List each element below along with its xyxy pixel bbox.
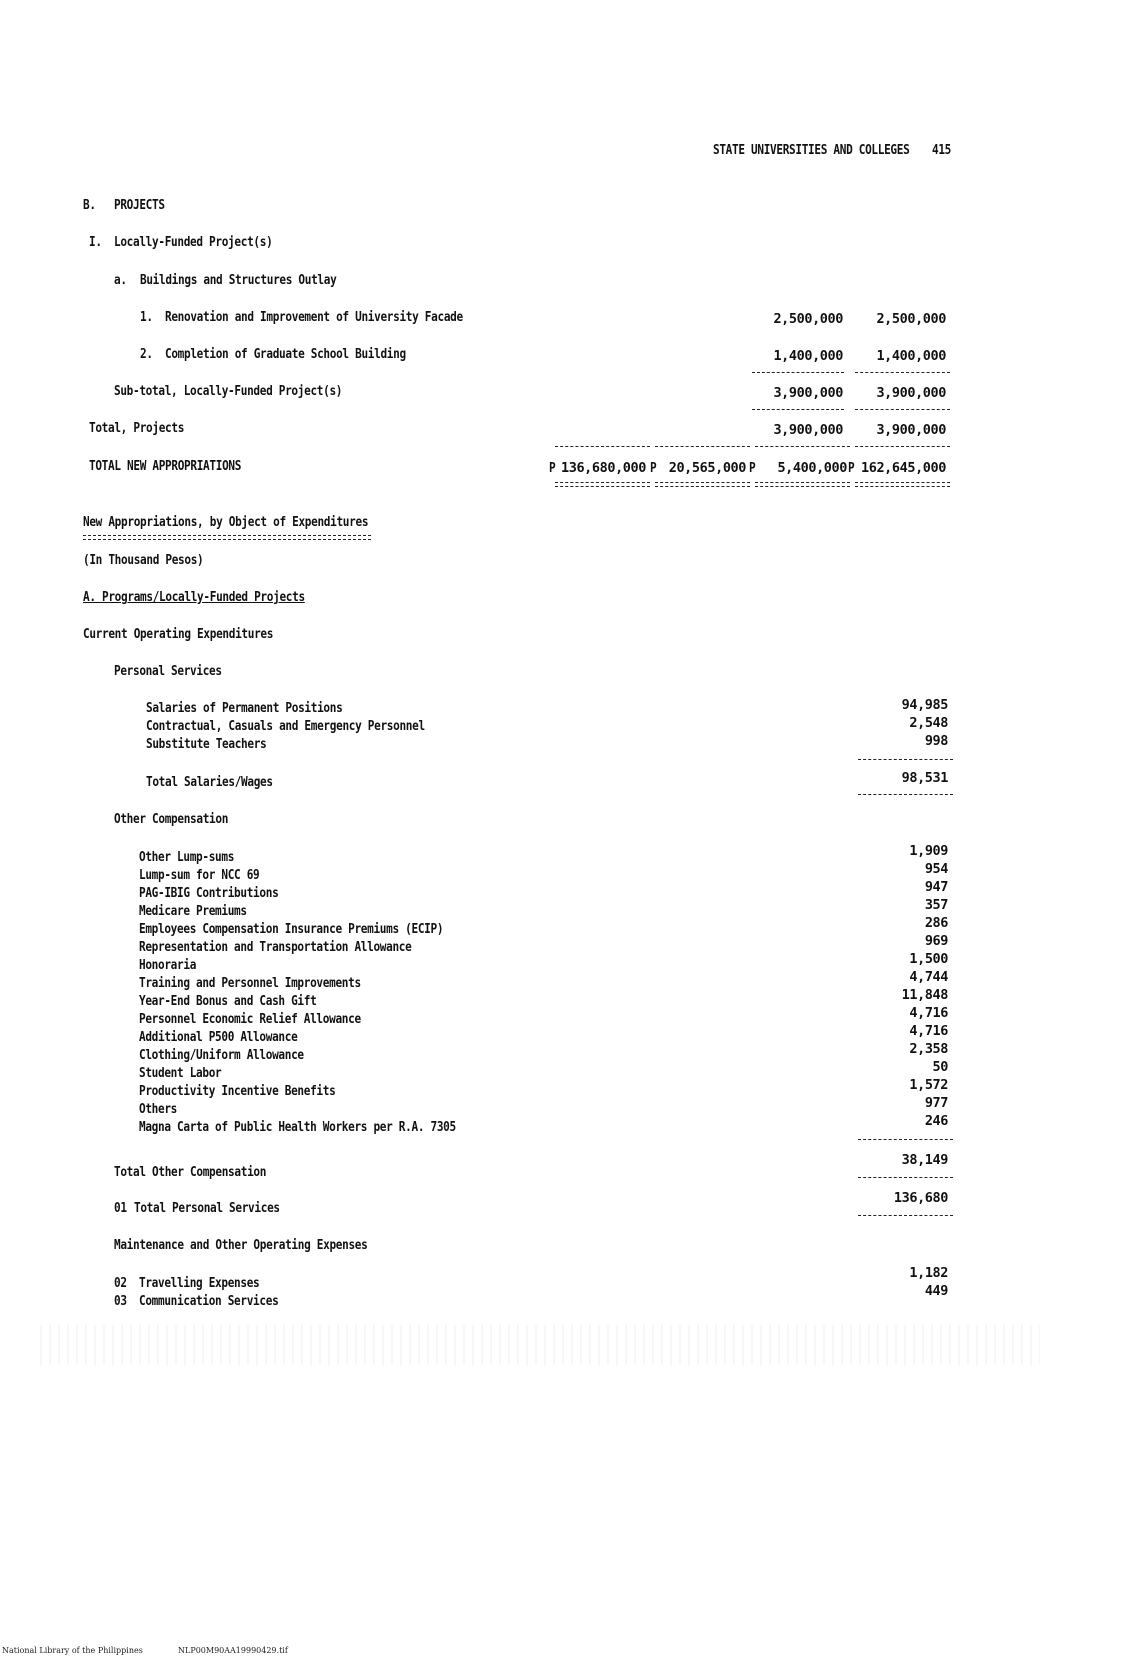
subtotal-col3: 3,900,000 [773, 385, 843, 401]
other-comp-value: 969 [924, 933, 948, 949]
double-rule [83, 535, 371, 540]
other-comp-value: 11,848 [901, 987, 948, 1003]
other-comp-heading: Other Compensation [114, 811, 229, 827]
other-comp-label: Medicare Premiums [139, 903, 247, 919]
divider-rule [858, 1177, 953, 1178]
other-comp-value: 954 [924, 861, 948, 877]
other-comp-value: 4,716 [909, 1005, 948, 1021]
other-comp-label: Employees Compensation Insurance Premiums (ECIP) [139, 921, 444, 937]
project-item-total: 1,400,000 [876, 348, 946, 364]
other-comp-value: 246 [924, 1113, 948, 1129]
divider-rule [655, 446, 750, 447]
category-title: Buildings and Structures Outlay [140, 272, 337, 288]
other-comp-value: 1,909 [909, 843, 948, 859]
double-rule [655, 482, 750, 487]
other-comp-label: Productivity Incentive Benefits [139, 1083, 336, 1099]
category-label: a. [114, 272, 127, 288]
scan-noise [40, 1325, 1040, 1365]
page-number: 415 [932, 142, 952, 158]
double-rule [855, 482, 950, 487]
peso-sign: P [650, 460, 657, 476]
salary-item-label: Substitute Teachers [146, 736, 267, 752]
mooe-item-code: 03 [114, 1293, 127, 1309]
mooe-item-code: 02 [114, 1275, 127, 1291]
library-credit: National Library of the Philippines [2, 1646, 143, 1655]
project-item-number: 1. [140, 309, 153, 325]
other-comp-label: Magna Carta of Public Health Workers per R.A. 7305 [139, 1119, 456, 1135]
mooe-heading: Maintenance and Other Operating Expenses [114, 1237, 368, 1253]
section-title: PROJECTS [114, 197, 165, 213]
divider-rule [858, 1215, 953, 1216]
total-new-appropriations-col2: 20,565,000 [668, 460, 746, 476]
running-title: STATE UNIVERSITIES AND COLLEGES [713, 142, 910, 158]
peso-sign: P [848, 460, 855, 476]
divider-rule [858, 1139, 953, 1140]
total-projects-col3: 3,900,000 [773, 422, 843, 438]
double-rule [755, 482, 850, 487]
unit-note: (In Thousand Pesos) [83, 552, 204, 568]
project-item-label: Renovation and Improvement of University Facade [165, 309, 463, 325]
salary-item-label: Salaries of Permanent Positions [146, 700, 343, 716]
divider-rule [855, 372, 950, 373]
current-heading: Current Operating Expenditures [83, 626, 274, 642]
total-personal-services-label: Total Personal Services [134, 1200, 280, 1216]
project-item-col3: 2,500,000 [773, 311, 843, 327]
mooe-item-label: Communication Services [139, 1293, 279, 1309]
project-item-total: 2,500,000 [876, 311, 946, 327]
total-new-appropriations-col3: 5,400,000 [777, 460, 847, 476]
other-comp-value: 1,500 [909, 951, 948, 967]
other-comp-label: Other Lump-sums [139, 849, 235, 865]
divider-rule [755, 446, 850, 447]
peso-sign: P [749, 460, 756, 476]
program-heading: A. Programs/Locally-Funded Projects [83, 589, 305, 605]
file-id: NLP00M90AA19990429.tif [178, 1646, 288, 1655]
other-comp-label: Others [139, 1101, 178, 1117]
salary-item-value: 2,548 [909, 715, 948, 731]
other-comp-value: 1,572 [909, 1077, 948, 1093]
total-salaries-label: Total Salaries/Wages [146, 774, 273, 790]
other-comp-label: Additional P500 Allowance [139, 1029, 298, 1045]
total-projects-total: 3,900,000 [876, 422, 946, 438]
divider-rule [555, 446, 650, 447]
double-rule [555, 482, 650, 487]
subtotal-label: Sub-total, Locally-Funded Project(s) [114, 383, 343, 399]
other-comp-label: Year-End Bonus and Cash Gift [139, 993, 317, 1009]
other-comp-value: 947 [924, 879, 948, 895]
project-item-col3: 1,400,000 [773, 348, 843, 364]
other-comp-label: Lump-sum for NCC 69 [139, 867, 260, 883]
total-personal-services-value: 136,680 [893, 1190, 948, 1206]
other-comp-value: 4,744 [909, 969, 948, 985]
other-comp-label: Clothing/Uniform Allowance [139, 1047, 304, 1063]
project-item-label: Completion of Graduate School Building [165, 346, 406, 362]
other-comp-value: 977 [924, 1095, 948, 1111]
project-item-number: 2. [140, 346, 153, 362]
other-comp-label: Personnel Economic Relief Allowance [139, 1011, 361, 1027]
divider-rule [858, 759, 953, 760]
mooe-item-value: 1,182 [909, 1265, 948, 1281]
total-personal-services-code: 01 [114, 1200, 127, 1216]
expenditures-title: New Appropriations, by Object of Expenditures [83, 514, 369, 530]
subsection-label: I. [89, 234, 102, 250]
divider-rule [855, 409, 950, 410]
total-new-appropriations-col1: 136,680,000 [560, 460, 646, 476]
peso-sign: P [549, 460, 556, 476]
salary-item-value: 998 [924, 733, 948, 749]
total-salaries-value: 98,531 [901, 770, 948, 786]
divider-rule [752, 409, 844, 410]
other-comp-value: 357 [924, 897, 948, 913]
other-comp-value: 286 [924, 915, 948, 931]
other-comp-value: 4,716 [909, 1023, 948, 1039]
total-new-appropriations-label: TOTAL NEW APPROPRIATIONS [89, 458, 242, 474]
other-comp-label: Representation and Transportation Allowance [139, 939, 412, 955]
total-new-appropriations-total: 162,645,000 [860, 460, 946, 476]
section-label: B. [83, 197, 96, 213]
other-comp-label: PAG-IBIG Contributions [139, 885, 279, 901]
total-projects-label: Total, Projects [89, 420, 185, 436]
other-comp-label: Training and Personnel Improvements [139, 975, 361, 991]
salary-item-label: Contractual, Casuals and Emergency Personnel [146, 718, 425, 734]
personal-services-heading: Personal Services [114, 663, 222, 679]
subsection-title: Locally-Funded Project(s) [114, 234, 273, 250]
other-comp-value: 2,358 [909, 1041, 948, 1057]
salary-item-value: 94,985 [901, 697, 948, 713]
mooe-item-label: Travelling Expenses [139, 1275, 260, 1291]
total-other-comp-label: Total Other Compensation [114, 1164, 267, 1180]
other-comp-value: 50 [932, 1059, 948, 1075]
divider-rule [855, 446, 950, 447]
divider-rule [752, 372, 844, 373]
total-other-comp-value: 38,149 [901, 1152, 948, 1168]
divider-rule [858, 794, 953, 795]
other-comp-label: Honoraria [139, 957, 197, 973]
subtotal-total: 3,900,000 [876, 385, 946, 401]
mooe-item-value: 449 [924, 1283, 948, 1299]
other-comp-label: Student Labor [139, 1065, 222, 1081]
